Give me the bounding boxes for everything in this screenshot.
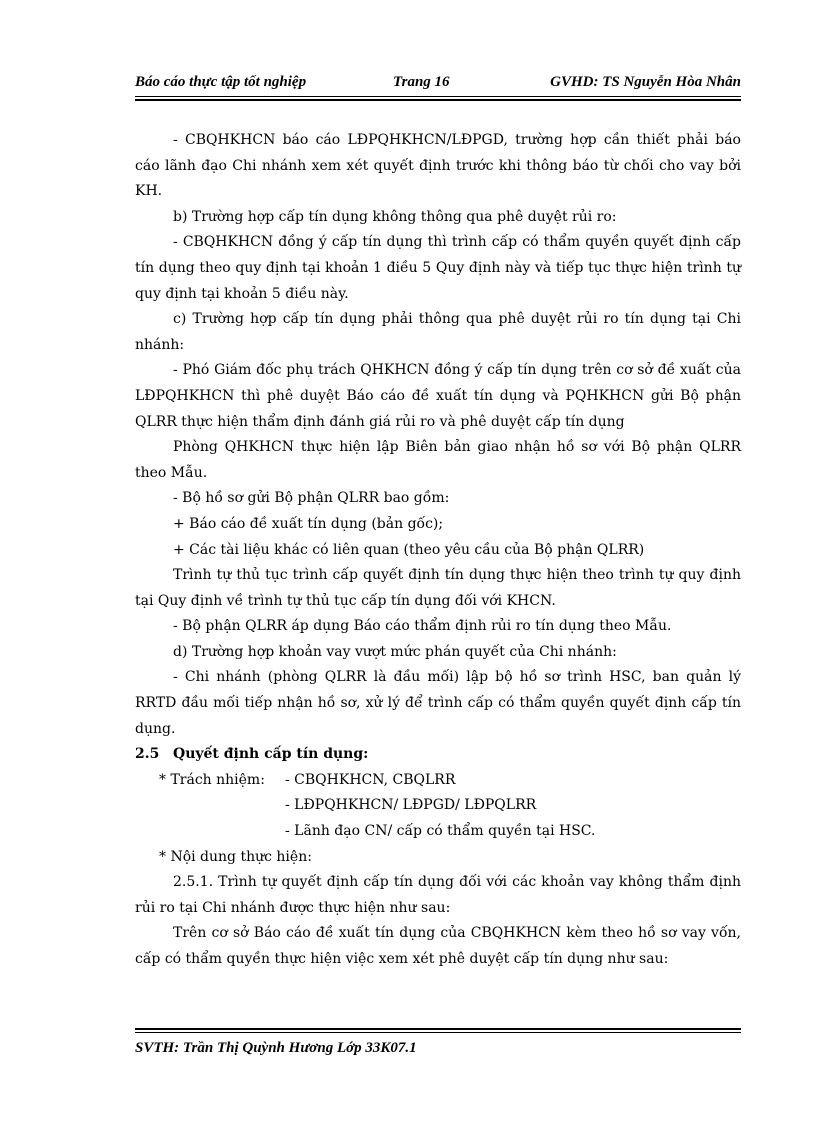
page-footer: SVTH: Trần Thị Quỳnh Hương Lớp 33K07.1 — [135, 1040, 417, 1056]
content-row — [135, 845, 741, 871]
paragraph: + Báo cáo đề xuất tín dụng (bản gốc); — [173, 515, 444, 532]
paragraph: 2.5.1. Trình tự quyết định cấp tín dụng đối với các khoản vay không thẩm định rủi ro tại Chi nhánh được thực hiện như sau: — [135, 874, 741, 916]
footer-rule — [135, 1028, 741, 1033]
page-header — [135, 72, 741, 96]
header-rule — [135, 96, 741, 101]
paragraph: - Bộ hồ sơ gửi Bộ phận QLRR bao gồm: — [173, 490, 450, 507]
content-label: * Nội dung thực hiện: — [159, 848, 312, 865]
responsibility-row — [135, 793, 741, 819]
page-number: Trang 16 — [393, 74, 450, 90]
paragraph: Trình tự thủ tục trình cấp quyết định tín dụng thực hiện theo trình tự quy định tại Quy định về trình tự thủ tục cấp tín dụng đối với KHCN. — [135, 567, 741, 609]
page-body — [135, 128, 741, 973]
paragraph: Phòng QHKHCN thực hiện lập Biên bản giao nhận hồ sơ với Bộ phận QLRR theo Mẫu. — [135, 439, 741, 481]
responsibility-item: - CBQHKHCN, CBQLRR — [285, 771, 456, 788]
responsibility-item: - LĐPQHKHCN/ LĐPGD/ LĐPQLRR — [285, 797, 537, 814]
paragraph: d) Trường hợp khoản vay vượt mức phán quyết của Chi nhánh: — [173, 643, 617, 660]
paragraph: - Chi nhánh (phòng QLRR là đầu mối) lập bộ hồ sơ trình HSC, ban quản lý RRTD đầu mối tiếp nhận hồ sơ, xử lý để trình cấp có thẩm quyền quyết định cấp tín dụng. — [135, 669, 741, 737]
responsibility-label: * Trách nhiệm: — [159, 771, 265, 788]
paragraph: Trên cơ sở Báo cáo đề xuất tín dụng của CBQHKHCN kèm theo hồ sơ vay vốn, cấp có thẩm quyền thực hiện việc xem xét phê duyệt cấp tín dụng như sau: — [135, 925, 741, 967]
paragraph: + Các tài liệu khác có liên quan (theo yêu cầu của Bộ phận QLRR) — [173, 541, 645, 558]
paragraph: - CBQHKHCN báo cáo LĐPQHKHCN/LĐPGD, trường hợp cần thiết phải báo cáo lãnh đạo Chi nhánh xem xét quyết định trước khi thông báo từ chối cho vay bởi KH. — [135, 132, 741, 200]
responsibility-row — [135, 819, 741, 845]
section-heading — [135, 742, 741, 768]
section-title: Quyết định cấp tín dụng: — [173, 746, 369, 763]
paragraph: c) Trường hợp cấp tín dụng phải thông qua phê duyệt rủi ro tín dụng tại Chi nhánh: — [135, 311, 741, 353]
paragraph: - Phó Giám đốc phụ trách QHKHCN đồng ý cấp tín dụng trên cơ sở đề xuất của LĐPQHKHCN thì phê duyệt Báo cáo đề xuất tín dụng và PQHKHCN gửi Bộ phận QLRR thực hiện thẩm định đánh giá rủi ro và phê duyệt cấp tín dụng — [135, 362, 741, 430]
section-number: 2.5 — [135, 746, 160, 763]
paragraph: - CBQHKHCN đồng ý cấp tín dụng thì trình cấp có thẩm quyền quyết định cấp tín dụng theo quy định tại khoản 1 điều 5 Quy định này và tiếp tục thực hiện trình tự quy định tại khoản 5 điều này. — [135, 234, 741, 302]
supervisor: GVHD: TS Nguyễn Hòa Nhân — [550, 74, 741, 90]
responsibility-row — [135, 768, 741, 794]
paragraph: b) Trường hợp cấp tín dụng không thông qua phê duyệt rủi ro: — [173, 208, 617, 225]
paragraph: - Bộ phận QLRR áp dụng Báo cáo thẩm định rủi ro tín dụng theo Mẫu. — [173, 618, 672, 635]
responsibility-item: - Lãnh đạo CN/ cấp có thẩm quyền tại HSC. — [285, 823, 596, 840]
report-title: Báo cáo thực tập tốt nghiệp — [135, 74, 307, 90]
